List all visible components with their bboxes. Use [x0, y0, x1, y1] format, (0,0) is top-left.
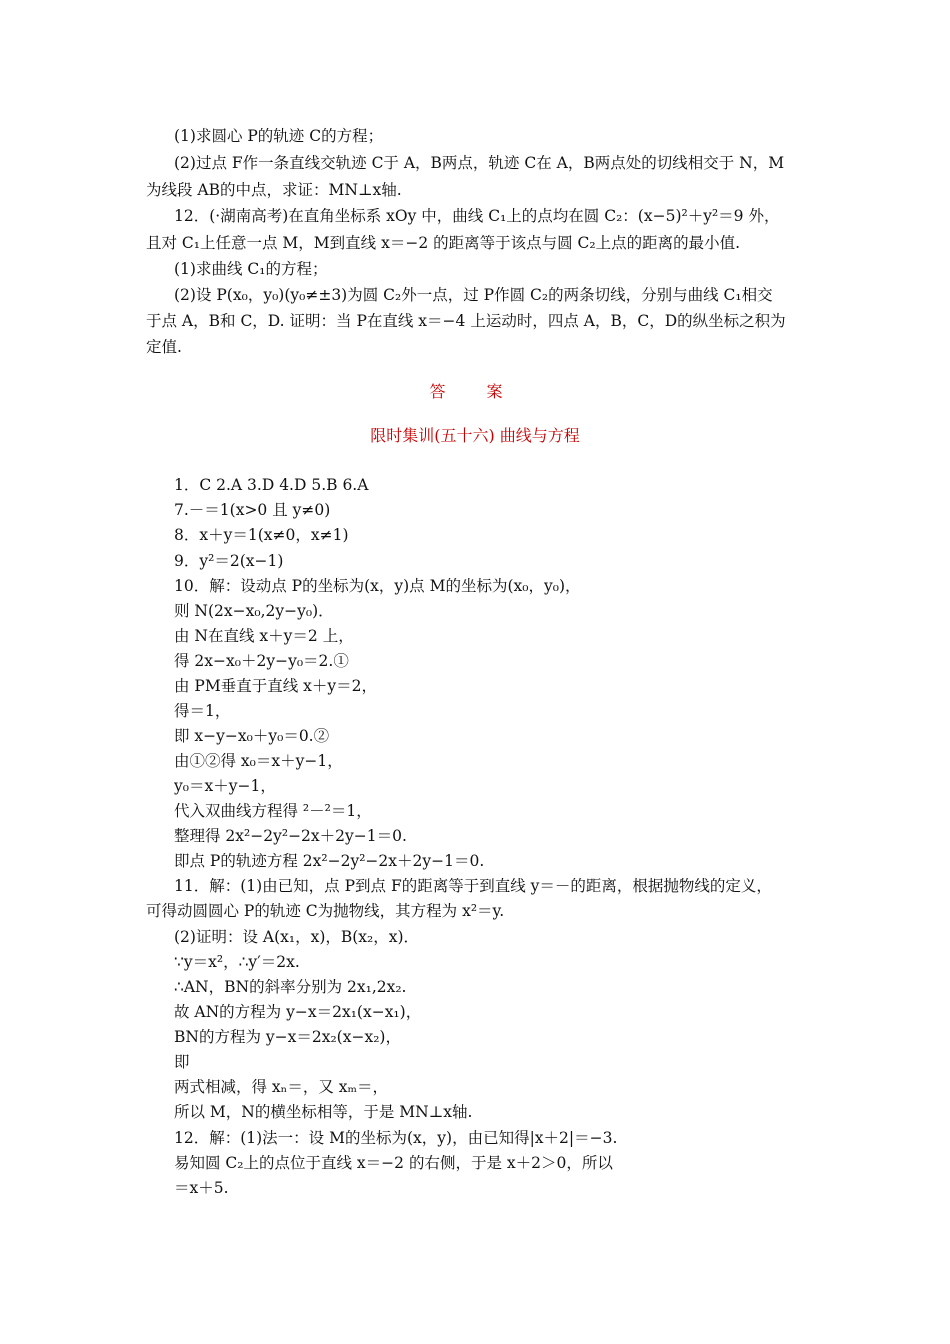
- answer-line: 7.－＝1(x>0 且 y≠0): [174, 501, 331, 519]
- problem-line: 定值.: [146, 338, 182, 356]
- problem-line: (1)求圆心 P的轨迹 C的方程；: [174, 127, 384, 145]
- answer-line: ∵y＝x²，∴y′＝2x.: [174, 953, 300, 971]
- answer-line: 易知圆 C₂上的点位于直线 x＝−2 的右侧，于是 x＋2＞0，所以: [174, 1154, 613, 1172]
- answer-line: 由 N在直线 x＋y＝2 上，: [174, 627, 354, 645]
- answer-line: 1．C 2.A 3.D 4.D 5.B 6.A: [174, 476, 369, 494]
- answer-line: 故 AN的方程为 y−x＝2x₁(x−x₁)，: [174, 1003, 422, 1021]
- answer-line: 得 2x−x₀＋2y−y₀＝2.①: [174, 652, 349, 670]
- answer-line: (2)证明：设 A(x₁，x)，B(x₂，x)．: [174, 928, 420, 946]
- answer-line: 两式相减，得 xₙ＝，又 xₘ＝，: [174, 1078, 389, 1096]
- answer-line: 8．x＋y＝1(x≠0，x≠1): [174, 526, 349, 544]
- answer-line: 得＝1，: [174, 702, 231, 720]
- answer-line: BN的方程为 y−x＝2x₂(x−x₂)，: [174, 1028, 401, 1046]
- answer-line: 12．解：(1)法一：设 M的坐标为(x，y)，由已知得|x＋2|＝−3.: [174, 1129, 618, 1147]
- answer-line: 10．解：设动点 P的坐标为(x，y)点 M的坐标为(x₀，y₀)，: [174, 577, 581, 595]
- answer-line: 11．解：(1)由已知，点 P到点 F的距离等于到直线 y＝－的距离，根据抛物线的定义，: [174, 877, 772, 895]
- answer-line: ＝x＋5.: [174, 1179, 229, 1197]
- problem-line: 为线段 AB的中点，求证：MN⊥x轴.: [146, 181, 402, 199]
- answer-line: 整理得 2x²−2y²−2x＋2y−1＝0.: [174, 827, 407, 845]
- problem-line: 于点 A，B和 C，D. 证明：当 P在直线 x＝−4 上运动时，四点 A，B，C，D的纵坐标之积为: [146, 312, 786, 330]
- answer-line: 由①②得 x₀＝x＋y−1，: [174, 752, 343, 770]
- section-title: 限时集训(五十六) 曲线与方程: [370, 426, 580, 445]
- problem-line: (2)设 P(x₀，y₀)(y₀≠±3)为圆 C₂外一点，过 P作圆 C₂的两条切线，分别与曲线 C₁相交: [174, 286, 773, 304]
- problem-line: (2)过点 F作一条直线交轨迹 C于 A，B两点，轨迹 C在 A，B两点处的切线相交于 N，M: [174, 154, 785, 172]
- answer-line: 即 x−y−x₀＋y₀＝0.②: [174, 727, 330, 745]
- answer-line: ∴AN，BN的斜率分别为 2x₁,2x₂.: [174, 978, 407, 996]
- answer-line: 所以 M，N的横坐标相等，于是 MN⊥x轴.: [174, 1103, 473, 1121]
- answer-line: 可得动圆圆心 P的轨迹 C为抛物线，其方程为 x²＝y.: [146, 902, 505, 920]
- answer-line: y₀＝x＋y−1，: [174, 777, 276, 795]
- problem-line: 12．(·湖南高考)在直角坐标系 xOy 中，曲线 C₁上的点均在圆 C₂：(x−5)²＋y²＝9 外，: [174, 207, 780, 225]
- answers-heading: 答 案: [429, 382, 521, 401]
- problem-line: (1)求曲线 C₁的方程；: [174, 260, 328, 278]
- answer-line: 由 PM垂直于直线 x＋y＝2，: [174, 677, 378, 695]
- answer-line: 即: [174, 1053, 190, 1071]
- answer-line: 代入双曲线方程得 ²－²＝1，: [174, 802, 372, 820]
- problem-line: 且对 C₁上任意一点 M，M到直线 x＝−2 的距离等于该点与圆 C₂上点的距离的最小值.: [146, 234, 741, 252]
- answer-line: 则 N(2x−x₀,2y−y₀)．: [174, 602, 334, 620]
- answer-line: 即点 P的轨迹方程 2x²−2y²−2x＋2y−1＝0.: [174, 852, 485, 870]
- answer-line: 9．y²＝2(x−1): [174, 552, 284, 570]
